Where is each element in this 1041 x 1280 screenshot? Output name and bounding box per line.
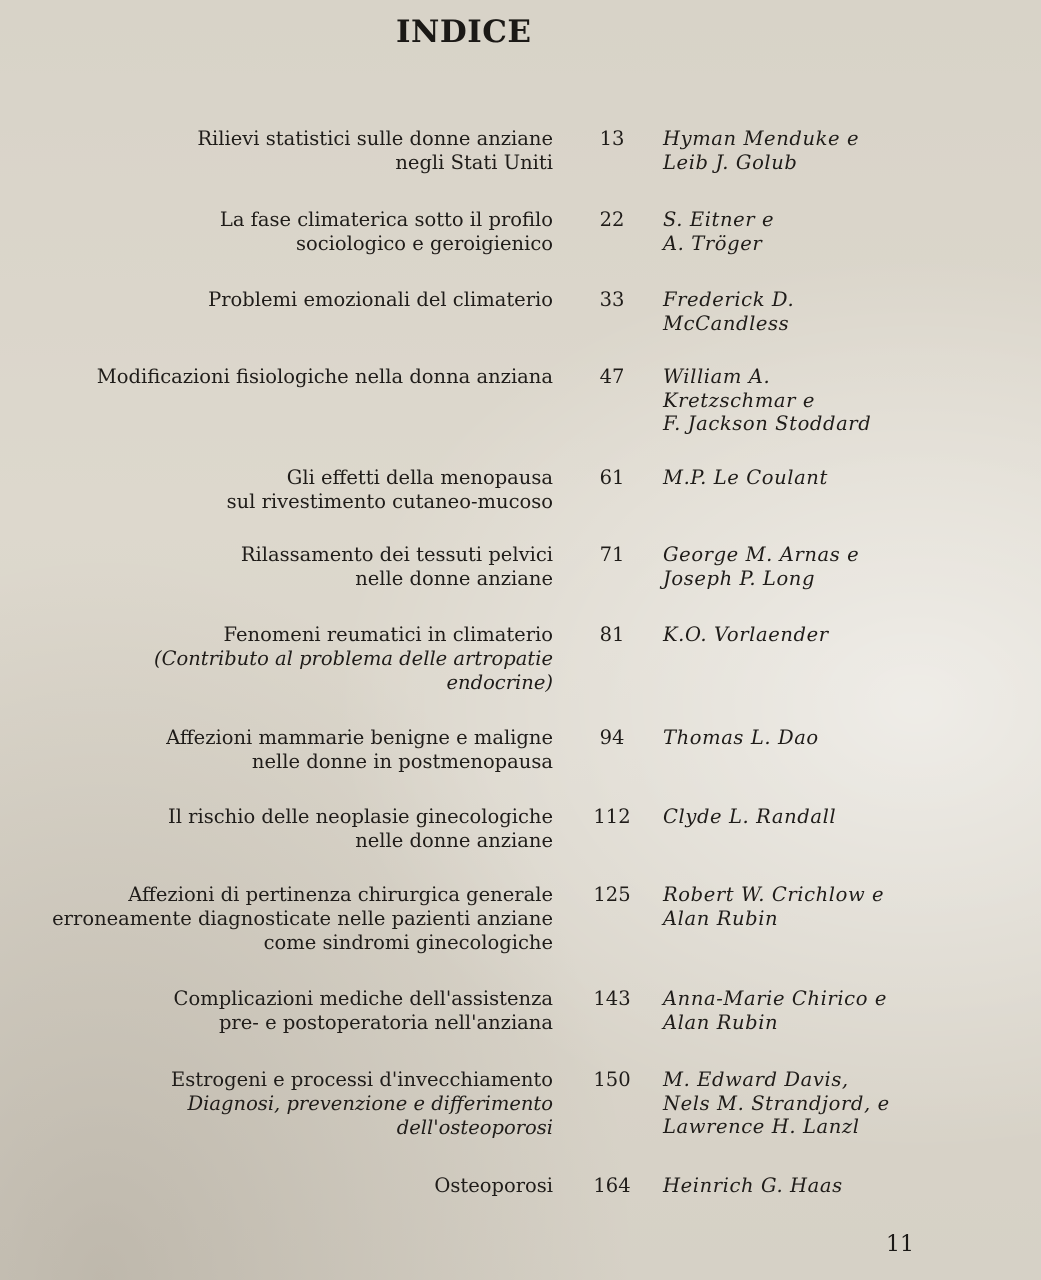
- entry-authors: [663, 1174, 1023, 1198]
- author-line: Leib J. Golub: [663, 150, 798, 174]
- entry-subtitle-line: dell'osteoporosi: [396, 1116, 553, 1139]
- entry-authors: [663, 1068, 1023, 1139]
- entry-title-line: nelle donne anziane: [355, 829, 553, 852]
- author-line: M. Edward Davis,: [663, 1068, 849, 1091]
- entry-title-line: nelle donne anziane: [355, 567, 553, 590]
- entry-title: [0, 1174, 553, 1198]
- author-line: George M. Arnas e: [663, 543, 860, 566]
- author-line: Hyman Menduke e: [663, 127, 860, 150]
- author-line: Alan Rubin: [663, 1010, 779, 1034]
- entry-authors: [663, 987, 1023, 1034]
- author-line: Kretzschmar e: [663, 388, 816, 412]
- author-line: Lawrence H. Lanzl: [663, 1115, 860, 1138]
- entry-title: [0, 466, 553, 514]
- entry-title-line: Affezioni di pertinenza chirurgica generale: [128, 883, 553, 906]
- entry-title-line: Il rischio delle neoplasie ginecologiche: [168, 805, 553, 828]
- author-line: S. Eitner e: [663, 208, 775, 231]
- entry-title-line: Problemi emozionali del climaterio: [208, 288, 553, 311]
- entry-subtitle-line: endocrine): [446, 671, 553, 694]
- author-line: McCandless: [663, 311, 790, 335]
- page-title: INDICE: [396, 14, 532, 50]
- author-line: Heinrich G. Haas: [663, 1174, 843, 1197]
- entry-page-number: 22: [599, 208, 625, 231]
- entry-title-line: La fase climaterica sotto il profilo: [219, 208, 553, 231]
- page-number: 11: [886, 1232, 914, 1257]
- author-line: Clyde L. Randall: [663, 805, 837, 828]
- entry-page-number: 150: [593, 1068, 631, 1091]
- entry-authors: [663, 883, 1023, 930]
- entry-page-number: 47: [599, 365, 625, 388]
- entry-title: [0, 805, 553, 853]
- entry-title-line: Rilassamento dei tessuti pelvici: [240, 543, 553, 566]
- entry-title-line: erroneamente diagnosticate nelle pazienti anziane: [52, 907, 553, 930]
- entry-page-number: 125: [593, 883, 631, 906]
- entry-title: [0, 288, 553, 312]
- entry-page-number: 13: [599, 127, 625, 150]
- author-line: Robert W. Crichlow e: [663, 883, 885, 906]
- entry-title-line: Estrogeni e processi d'invecchiamento: [171, 1068, 553, 1091]
- entry-authors: [663, 726, 1023, 750]
- author-line: Nels M. Strandjord, e: [663, 1091, 890, 1115]
- author-line: Alan Rubin: [663, 906, 779, 930]
- author-line: M.P. Le Coulant: [663, 466, 828, 489]
- entry-title-line: sociologico e geroigienico: [296, 232, 553, 255]
- entry-page-number: 71: [599, 543, 625, 566]
- entry-page-number: 112: [593, 805, 631, 828]
- entry-title-line: nelle donne in postmenopausa: [251, 750, 553, 773]
- author-line: K.O. Vorlaender: [663, 623, 829, 646]
- entry-title-line: Fenomeni reumatici in climaterio: [223, 623, 553, 646]
- entry-authors: [663, 288, 1023, 335]
- entry-authors: [663, 466, 1023, 490]
- entry-title: [0, 543, 553, 591]
- entry-title: [0, 208, 553, 256]
- author-line: Anna-Marie Chirico e: [663, 987, 887, 1010]
- entry-title: [0, 987, 553, 1035]
- entry-page-number: 61: [599, 466, 625, 489]
- entry-title: [0, 1068, 553, 1140]
- entry-authors: [663, 543, 1023, 590]
- entry-subtitle-line: (Contributo al problema delle artropatie: [153, 647, 553, 670]
- entry-authors: [663, 208, 1023, 255]
- entry-title-line: come sindromi ginecologiche: [263, 931, 553, 954]
- entry-title: [0, 365, 553, 389]
- entry-page-number: 164: [593, 1174, 631, 1197]
- entry-authors: [663, 805, 1023, 829]
- entry-authors: [663, 623, 1023, 647]
- entry-title-line: pre- e postoperatoria nell'anziana: [218, 1011, 553, 1034]
- entry-page-number: 81: [599, 623, 625, 646]
- author-line: Frederick D.: [663, 288, 795, 311]
- entry-page-number: 33: [599, 288, 625, 311]
- entry-title-line: Complicazioni mediche dell'assistenza: [173, 987, 553, 1010]
- entry-title-line: sul rivestimento cutaneo-mucoso: [226, 490, 553, 513]
- entry-title: [0, 623, 553, 695]
- entry-title: [0, 726, 553, 774]
- entry-title-line: Affezioni mammarie benigne e maligne: [166, 726, 553, 749]
- entry-title-line: Gli effetti della menopausa: [286, 466, 553, 489]
- entry-title: [0, 127, 553, 175]
- entry-subtitle-line: Diagnosi, prevenzione e differimento: [187, 1092, 553, 1115]
- entry-page-number: 143: [593, 987, 631, 1010]
- entry-title-line: Rilievi statistici sulle donne anziane: [197, 127, 553, 150]
- entry-title: [0, 883, 553, 955]
- entry-authors: [663, 127, 1023, 174]
- author-line: A. Tröger: [663, 231, 763, 255]
- author-line: F. Jackson Stoddard: [663, 412, 872, 435]
- author-line: Joseph P. Long: [663, 566, 816, 590]
- entry-authors: [663, 365, 1023, 436]
- entry-title-line: Osteoporosi: [434, 1174, 553, 1197]
- entry-page-number: 94: [599, 726, 625, 749]
- author-line: William A.: [663, 365, 771, 388]
- author-line: Thomas L. Dao: [663, 726, 819, 749]
- entry-title-line: Modificazioni fisiologiche nella donna anziana: [96, 365, 553, 388]
- entry-title-line: negli Stati Uniti: [395, 151, 553, 174]
